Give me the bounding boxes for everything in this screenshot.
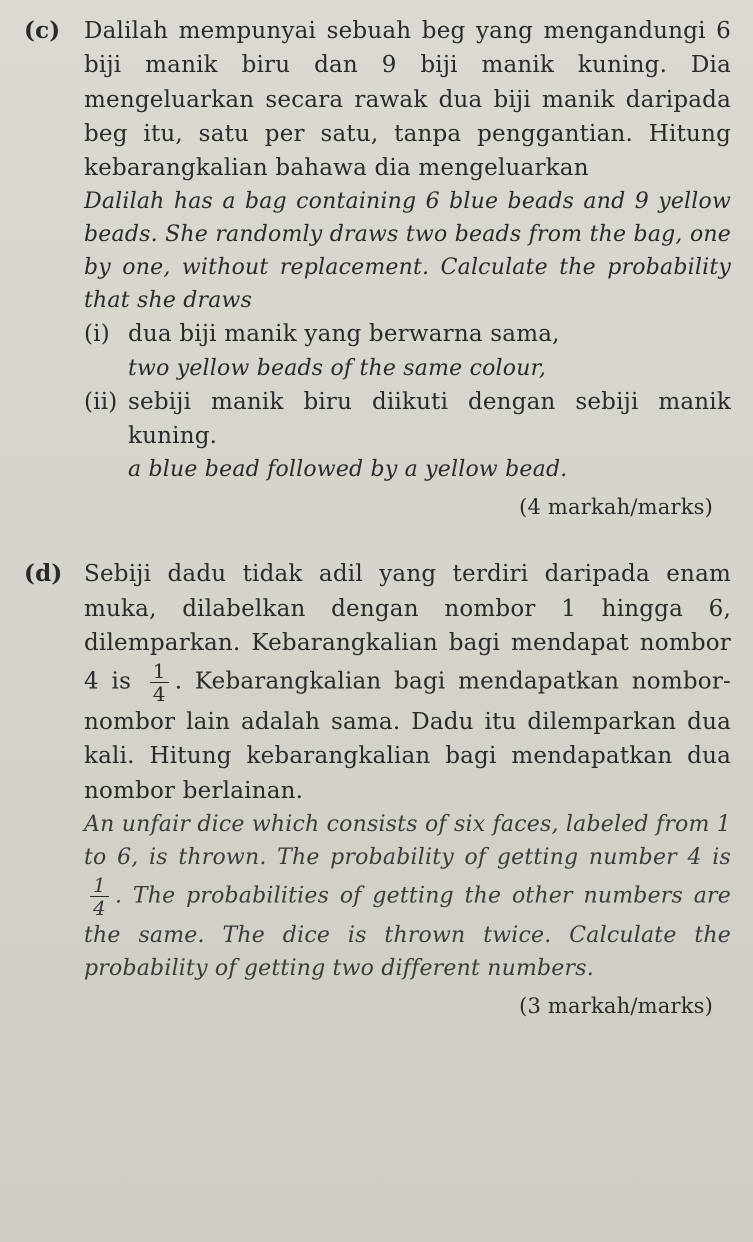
question-c-item-i bbox=[84, 317, 731, 384]
fraction-one-quarter-english bbox=[90, 874, 109, 919]
fraction-denominator-english: 4 bbox=[93, 896, 106, 920]
item-ii-malay: sebiji manik biru diikuti dengan sebiji manik kuning. bbox=[128, 388, 731, 449]
item-i-malay: dua biji manik yang berwarna sama, bbox=[128, 321, 560, 348]
fraction-numerator-english: 1 bbox=[90, 874, 109, 897]
question-d-marks: (3 markah/marks) bbox=[519, 994, 713, 1018]
question-c-marks: (4 markah/marks) bbox=[519, 495, 713, 520]
item-i-english: two yellow beads of the same colour, bbox=[128, 355, 547, 381]
fraction-denominator: 4 bbox=[152, 682, 166, 707]
question-c-label: (c) bbox=[24, 17, 61, 44]
question-d-english bbox=[84, 808, 731, 985]
question-d-malay bbox=[84, 557, 731, 808]
question-c-malay: Dalilah mempunyai sebuah beg yang mengandungi 6 biji manik biru dan 9 biji manik kuning. Dia mengeluarkan secara rawak dua biji manik daripada beg itu, satu per satu, tanpa penggantian. Hitung kebarangkalian bahawa dia mengeluarkan bbox=[84, 18, 731, 182]
question-d-label: (d) bbox=[24, 560, 63, 588]
question-d-english-part2: . The probabilities of getting the other numbers are the same. The dice is thrown twice. Calculate the probability of getting two different numbers. bbox=[84, 883, 731, 981]
question-d-english-part1: An unfair dice which consists of six faces, labeled from 1 to 6, is thrown. The probability of getting number 4 is bbox=[84, 812, 731, 870]
item-ii-english: a blue bead followed by a yellow bead. bbox=[128, 457, 568, 483]
fraction-numerator: 1 bbox=[150, 660, 169, 683]
item-ii-label: (ii) bbox=[84, 388, 118, 415]
question-d-malay-part1: Sebiji dadu tidak adil yang terdiri daripada enam muka, dilabelkan dengan nombor 1 hingga 6, dilemparkan. Kebarangkalian bagi mendapat nombor 4 is bbox=[84, 561, 731, 695]
item-i-label: (i) bbox=[84, 321, 110, 348]
question-d-malay-part2: . Kebarangkalian bagi mendapatkan nombor-nombor lain adalah sama. Dadu itu dilemparkan dua kali. Hitung kebarangkalian bagi mendapatkan dua nombor berlainan. bbox=[84, 668, 731, 804]
question-d bbox=[24, 557, 731, 1022]
question-c bbox=[24, 14, 731, 523]
question-c-english: Dalilah has a bag containing 6 blue beads and 9 yellow beads. She randomly draws two beads from the bag, one by one, without replacement. Calculate the probability that she draws bbox=[84, 189, 731, 314]
question-c-item-ii bbox=[84, 385, 731, 487]
fraction-one-quarter bbox=[150, 660, 169, 705]
